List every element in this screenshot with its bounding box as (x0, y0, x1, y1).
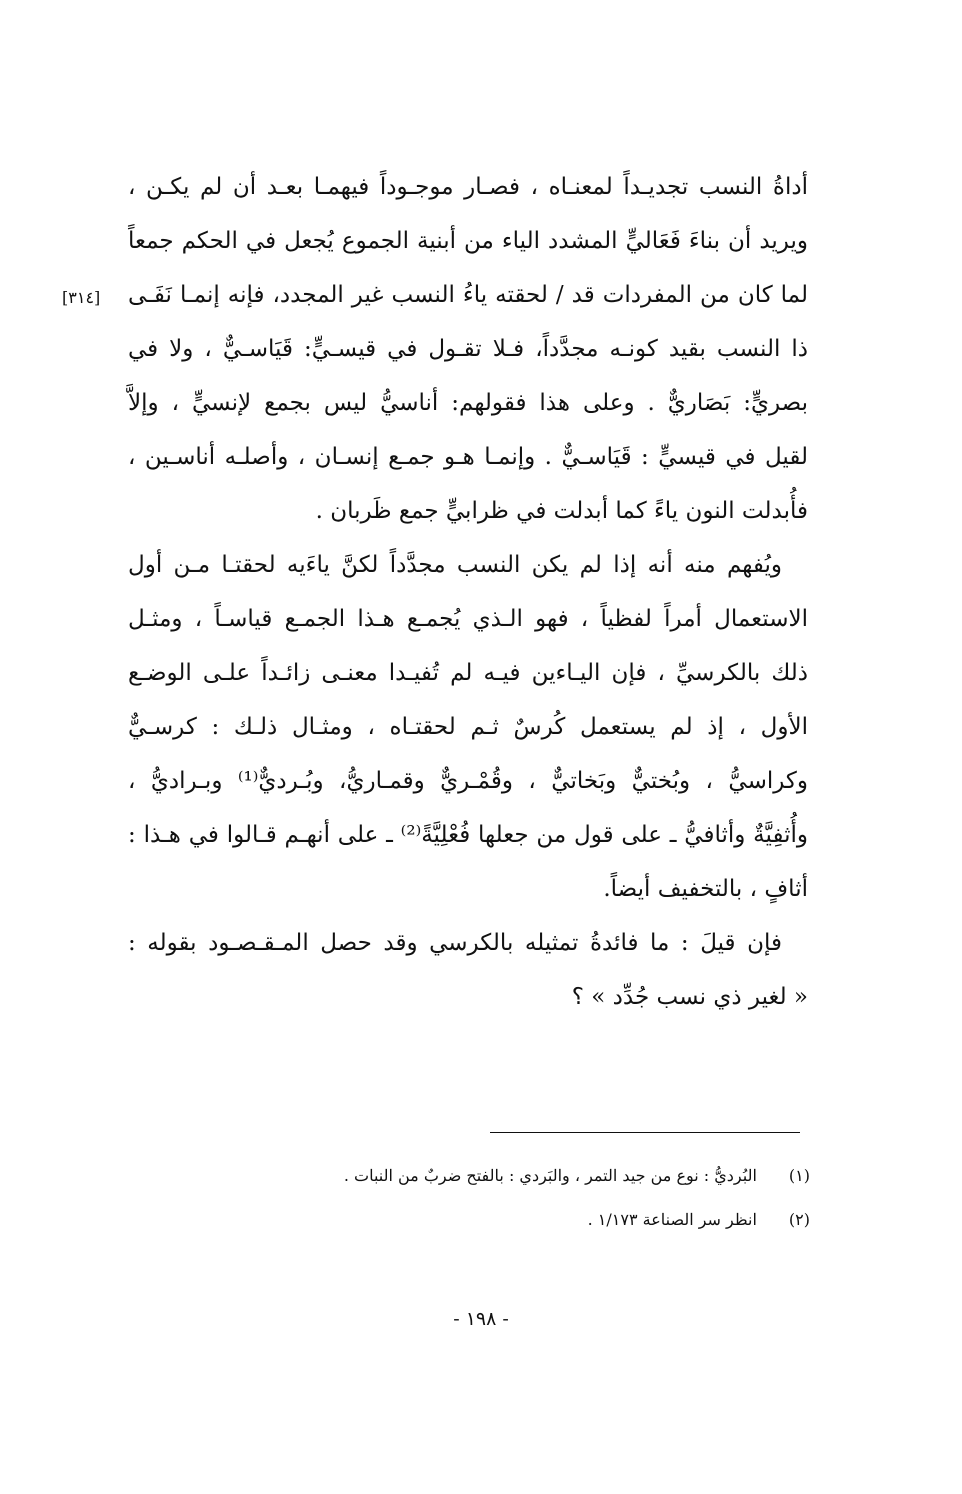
footnote-number: (٢) (788, 1210, 810, 1229)
paragraph-3 (128, 916, 808, 1024)
footnote-divider (490, 1132, 800, 1133)
text-line: فإن قيلَ : ما فائدةُ تمثيله بالكرسي وقد حصل المـقـصـود بقوله : (128, 930, 782, 956)
text-line: بصريٍّ: بَصَاريٌّ . وعلى هذا فقولهم: أناسيُّ ليس بجمع لإنسيٍّ ، وإلاَّ (128, 390, 808, 416)
text-line: أثافٍ ، بالتخفيف أيضاً. (603, 876, 808, 902)
text-line: « لغير ذي نسب جُدِّد » ؟ (571, 984, 808, 1010)
text-line: فأُبدلت النون ياءً كما أبدلت في ظرابيٍّ جمع ظَربان . (315, 498, 808, 524)
footnotes (200, 1154, 810, 1242)
page-number: - ١٩٨ - (453, 1308, 509, 1330)
text-line: ويريد أن بناءَ فَعَاليٍّ المشدد الياء من أبنية الجموع يُجعل في الحكم جمعاً (128, 228, 808, 254)
margin-page-reference: [٣١٤] (62, 288, 101, 307)
footnote-2 (200, 1198, 810, 1242)
text-line: ويُفهم منه أنه إذا لم يكن النسب مجدَّداً لكنَّ ياءَيه لحقتـا مـن أول (128, 552, 782, 578)
text-line: ذا النسب بقيد كونـه مجدَّداً، فـلا تقـول في قيسـيٍّ: قَيَاسـيٌّ ، ولا في (128, 336, 808, 362)
text-line: وكراسيُّ ، وبُختيٌّ وبَخاتيٌّ ، وقُمْـريٌّ وقمـاريُّ، وبُـرديٌّ⁽¹⁾ وبـراديُّ ، (128, 768, 808, 794)
main-text (128, 160, 808, 1024)
text-line: الأول ، إذ لم يستعمل كُرسٌ ثـم لحقتـاه ، ومثـال ذلـك : كرسـيٌّ (128, 714, 808, 740)
paragraph-1 (128, 160, 808, 538)
text-line: أداةُ النسب تجديـداً لمعنـاه ، فصـار موجـوداً فيهمـا بعـد أن لم يكـن ، (128, 174, 808, 200)
text-line: وأُثفِيَّةٌ وأثافيُّ ـ على قول من جعلها فُعْلِيَّةً⁽²⁾ ـ على أنهـم قـالوا في هـذا : (128, 822, 808, 848)
text-line: لما كان من المفردات قد / لحقته ياءُ النسب غير المجدد، فإنه إنمـا نَفَـى (128, 282, 808, 308)
paragraph-2 (128, 538, 808, 916)
footnote-1 (200, 1154, 810, 1198)
footnote-text: انظر سر الصناعة ١/١٧٣ . (587, 1210, 757, 1229)
footnote-number: (١) (788, 1166, 810, 1185)
text-line: لقيل في قيسيٍّ : قَيَاسـيٌّ . وإنمـا هـو جمـع إنسـان ، وأصلـه أناسـين ، (128, 444, 808, 470)
text-line: الاستعمال أمراً لفظياً ، فهو الـذي يُجمـع هـذا الجمـع قياسـاً ، ومثـل (128, 606, 808, 632)
text-line: ذلك بالكرسيِّ ، فإن اليـاءين فيـه لم تُفيـدا معنـى زائـداً علـى الوضـع (128, 660, 808, 686)
footnote-text: البُرديُّ : نوع من جيد التمر ، والبَردي : بالفتح ضربٌ من النبات . (343, 1166, 757, 1185)
